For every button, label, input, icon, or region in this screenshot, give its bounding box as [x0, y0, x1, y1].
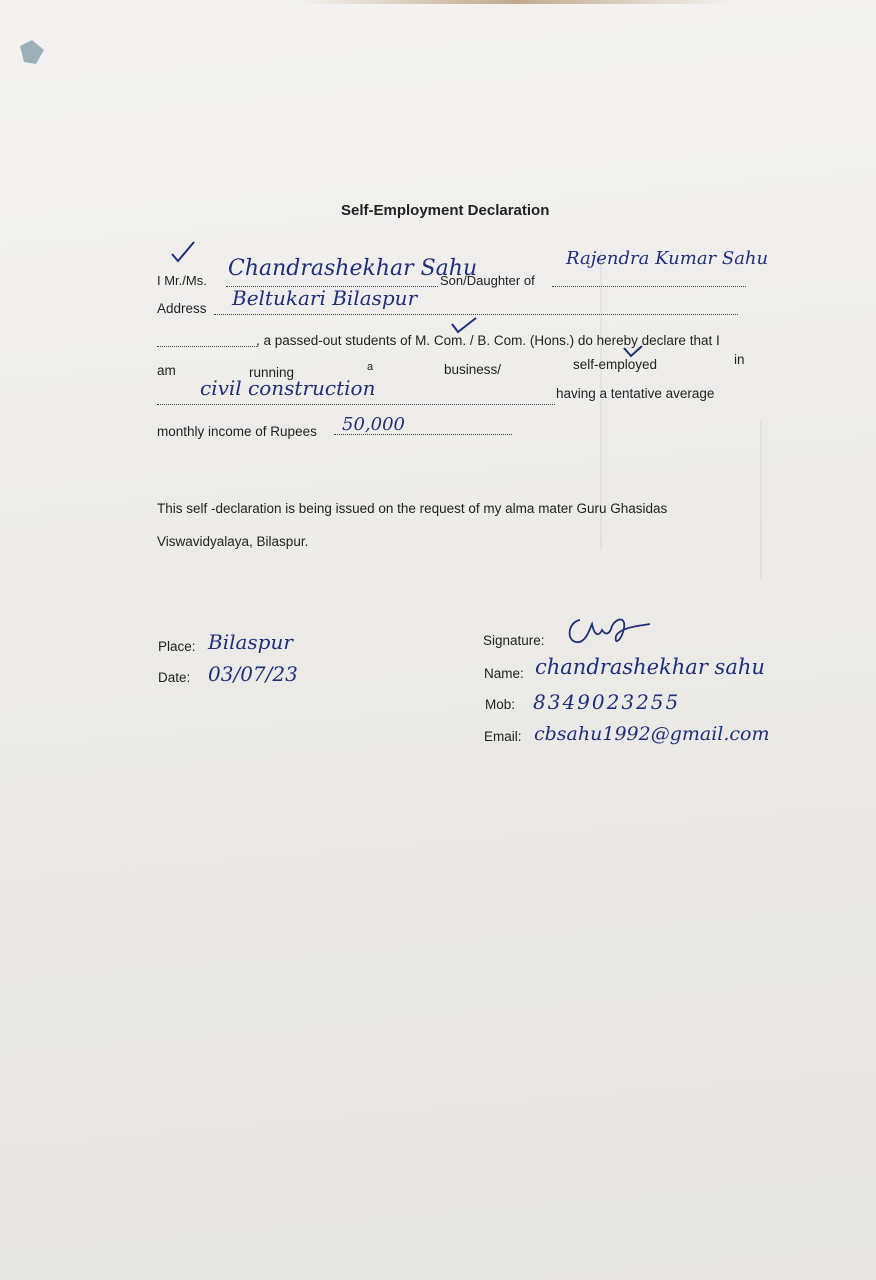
in-word: in	[734, 352, 745, 367]
name-label: Name:	[484, 666, 524, 681]
declaration-text: , a passed-out students of M. Com. / B. Com. (Hons.) do hereby declare that I	[256, 333, 720, 348]
paragraph-line-1: This self -declaration is being issued on the request of my alma mater Guru Ghasidas	[157, 501, 668, 516]
address-blank-line	[214, 314, 738, 315]
paper-top-edge	[300, 0, 730, 4]
signature-label: Signature:	[483, 633, 545, 648]
paper-crease	[760, 420, 762, 580]
date-label: Date:	[158, 670, 191, 685]
income-handwritten: 50,000	[342, 414, 405, 435]
address-label: Address	[157, 301, 207, 316]
date-handwritten: 03/07/23	[208, 662, 298, 686]
line3-blank	[157, 346, 257, 347]
business-word: business/	[444, 362, 502, 377]
tick-mark	[450, 316, 478, 334]
self-employed-word: self-employed	[573, 357, 658, 372]
name-handwritten: Chandrashekhar Sahu	[228, 256, 478, 281]
paragraph-line-2: Viswavidyalaya, Bilaspur.	[157, 534, 309, 549]
mr-ms-prefix: I Mr./Ms.	[157, 273, 207, 288]
email-handwritten: cbsahu1992@gmail.com	[534, 723, 770, 745]
having-text: having a tentative average	[556, 386, 715, 401]
check-mark	[170, 240, 196, 264]
place-handwritten: Bilaspur	[208, 630, 293, 654]
monthly-income-label: monthly income of Rupees	[157, 424, 317, 439]
pin-mark	[14, 36, 54, 72]
place-label: Place:	[158, 639, 196, 654]
tick-mark	[622, 344, 644, 358]
am-word: am	[157, 363, 176, 378]
business-handwritten: civil construction	[200, 376, 376, 400]
parent-handwritten: Rajendra Kumar Sahu	[566, 248, 769, 269]
business-blank-line	[157, 404, 555, 405]
signature-image	[560, 606, 656, 650]
address-handwritten: Beltukari Bilaspur	[232, 286, 418, 310]
relation-label: Son/Daughter of	[440, 273, 535, 288]
mob-handwritten: 8349023255	[533, 690, 681, 714]
running-word: running	[249, 365, 295, 380]
name-footer-handwritten: chandrashekhar sahu	[535, 655, 765, 679]
page-title: Self-Employment Declaration	[341, 202, 550, 219]
parent-blank-line	[552, 286, 746, 287]
a-word: a	[367, 361, 374, 373]
mob-label: Mob:	[485, 697, 516, 712]
email-label: Email:	[484, 729, 522, 744]
